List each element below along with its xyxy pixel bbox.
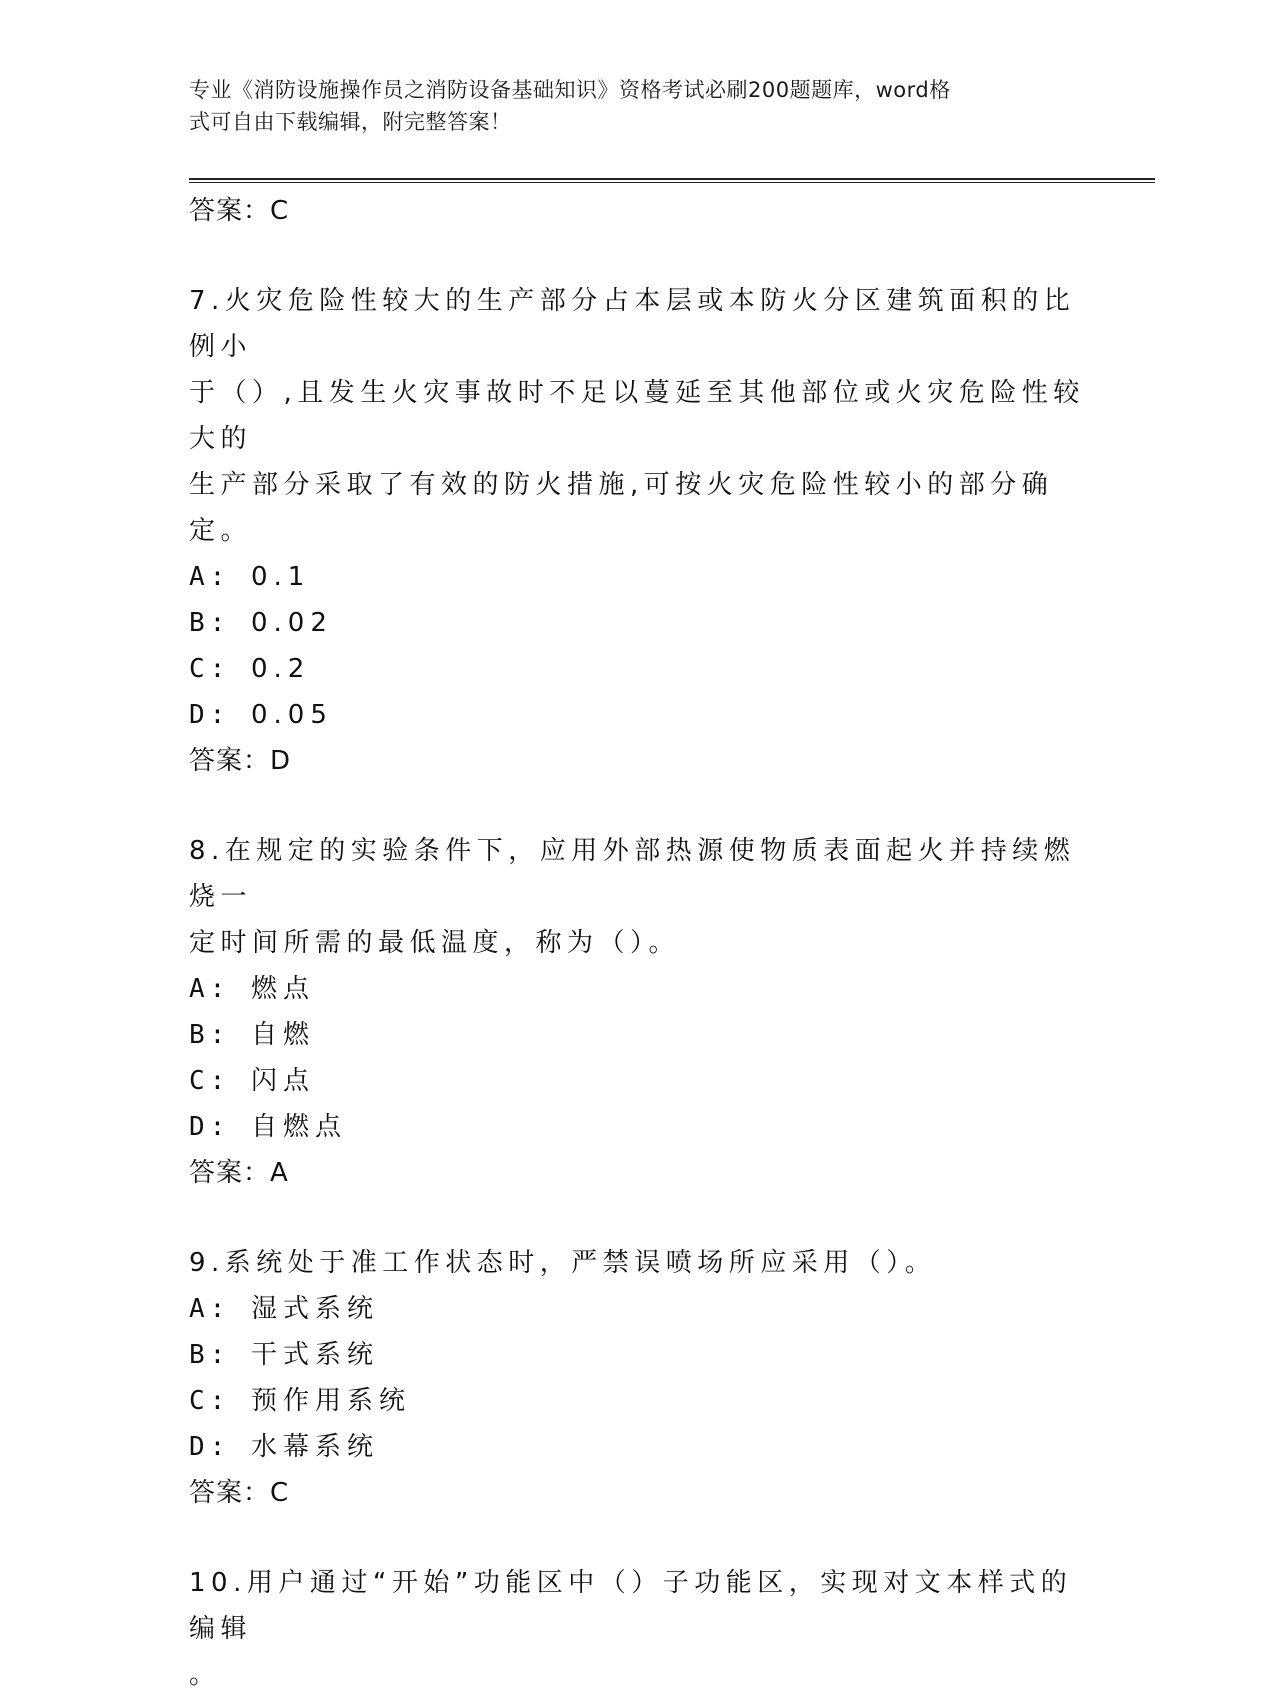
answer-line	[189, 1470, 1089, 1516]
option-text: 湿式系统	[250, 1294, 379, 1324]
question-stem-line: 9.系统处于准工作状态时，严禁误喷场所应采用（）。	[189, 1248, 937, 1278]
question-stem-line: 8.在规定的实验条件下，应用外部热源使物质表面起火并持续燃烧一	[189, 836, 1076, 912]
option-text: 0.1	[250, 562, 311, 592]
question-stem-line: 。	[189, 1660, 221, 1690]
question-stem-line: 定时间所需的最低温度，称为（）。	[189, 928, 681, 958]
answer-option	[189, 646, 1089, 692]
answer-label: 答案：	[189, 1478, 271, 1508]
answer-option	[189, 966, 1089, 1012]
question-stem-line: 7.火灾危险性较大的生产部分占本层或本防火分区建筑面积的比例小	[189, 286, 1076, 362]
answer-option	[189, 1058, 1089, 1104]
option-key: A:	[189, 1294, 231, 1324]
question-block	[189, 1560, 1089, 1698]
answer-option	[189, 1286, 1089, 1332]
question-stem-line: 生产部分采取了有效的防火措施,可按火灾危险性较小的部分确定。	[189, 470, 1054, 546]
option-text: 0.2	[250, 654, 311, 684]
answer-option	[189, 1378, 1089, 1424]
answer-option	[189, 1012, 1089, 1058]
option-text: 自燃	[250, 1020, 315, 1050]
answer-line	[189, 738, 1089, 784]
spacer	[189, 1196, 1089, 1240]
header-line-1: 专业《消防设施操作员之消防设备基础知识》资格考试必刷200题题库，word格	[189, 78, 951, 102]
page-header	[189, 74, 1069, 138]
question-stem-line: 于（）,且发生火灾事故时不足以蔓延至其他部位或火灾危险性较大的	[189, 378, 1085, 454]
answer-option	[189, 600, 1089, 646]
option-key: C:	[189, 1386, 231, 1416]
answer-value: A	[270, 1158, 289, 1188]
option-text: 自燃点	[250, 1112, 347, 1142]
option-key: B:	[189, 1020, 231, 1050]
spacer	[189, 1516, 1089, 1560]
question-block	[189, 278, 1089, 784]
question-stem-line: 10.用户通过“开始”功能区中（）子功能区，实现对文本样式的编辑	[189, 1568, 1073, 1644]
option-key: C:	[189, 1066, 231, 1096]
option-key: B:	[189, 608, 231, 638]
option-key: C:	[189, 654, 231, 684]
answer-value: D	[270, 746, 292, 776]
header-line-2: 式可自由下载编辑，附完整答案！	[189, 110, 512, 134]
answer-label: 答案：	[189, 1158, 271, 1188]
answer-option	[189, 1332, 1089, 1378]
option-text: 预作用系统	[250, 1386, 411, 1416]
option-key: A:	[189, 562, 231, 592]
question-list	[189, 188, 1089, 1698]
answer-value: C	[270, 1478, 290, 1508]
answer-line	[189, 1150, 1089, 1196]
question-block	[189, 828, 1089, 1196]
questions-container	[189, 278, 1089, 1698]
answer-line	[189, 188, 1089, 234]
option-text: 0.02	[250, 608, 333, 638]
question-block	[189, 1240, 1089, 1516]
answer-label: 答案：	[189, 746, 271, 776]
option-key: A:	[189, 974, 231, 1004]
header-divider	[189, 178, 1155, 183]
option-text: 水幕系统	[250, 1432, 379, 1462]
answer-option	[189, 1104, 1089, 1150]
answer-value: C	[270, 196, 290, 226]
option-text: 0.05	[250, 700, 333, 730]
option-key: D:	[189, 700, 231, 730]
spacer	[189, 234, 1089, 278]
option-key: D:	[189, 1112, 231, 1142]
option-key: D:	[189, 1432, 231, 1462]
answer-option	[189, 1424, 1089, 1470]
answer-option	[189, 554, 1089, 600]
spacer	[189, 784, 1089, 828]
answer-label: 答案：	[189, 196, 271, 226]
option-text: 闪点	[250, 1066, 315, 1096]
answer-option	[189, 692, 1089, 738]
option-key: B:	[189, 1340, 231, 1370]
option-text: 干式系统	[250, 1340, 379, 1370]
option-text: 燃点	[250, 974, 315, 1004]
